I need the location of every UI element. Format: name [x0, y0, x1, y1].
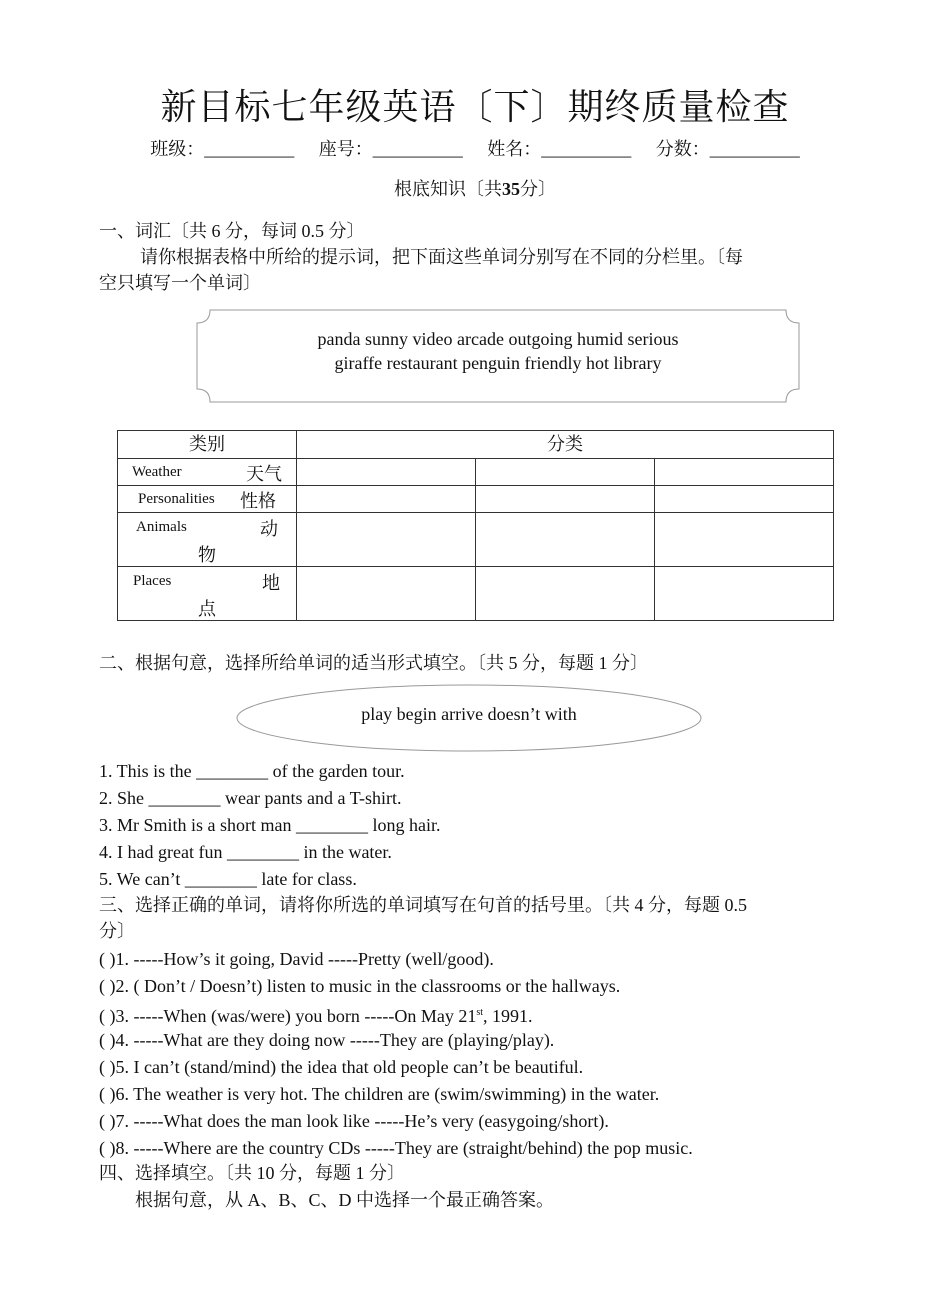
row-personalities-en: Personalities [138, 491, 215, 507]
info-class-label: 班级： [150, 139, 205, 159]
row-places-en: Places [133, 573, 172, 589]
choice-sup: st [476, 1007, 484, 1018]
section1-heading: 一、词汇〔共 6 分，每词 0.5 分〕 [99, 221, 365, 241]
table-row [118, 459, 834, 486]
word-bank-line-1: panda sunny video arcade outgoing humid serious [317, 329, 679, 349]
choice-item-2 [99, 973, 620, 999]
choice-item-3 [99, 1000, 533, 1029]
section3-heading-2: 分〕 [99, 921, 135, 941]
choice-text: 8. -----Where are the country CDs -----They are (straight/behind) the pop music. [115, 1138, 693, 1158]
table-row [118, 567, 834, 621]
answer-paren[interactable]: ( ) [99, 1057, 116, 1077]
answer-paren[interactable]: ( ) [99, 1111, 116, 1131]
row-animals-cn1: 动 [260, 519, 278, 539]
word-bank-line-2: giraffe restaurant penguin friendly hot library [334, 353, 662, 373]
answer-cell[interactable] [476, 513, 655, 567]
section2-heading: 二、根据句意，选择所给单词的适当形式填空。〔共 5 分，每题 1 分〕 [99, 653, 648, 673]
fill-item-3: 3. Mr Smith is a short man ________ long hair. [99, 815, 441, 835]
answer-cell[interactable] [655, 567, 834, 621]
word-bank-box [196, 309, 800, 403]
choice-text: 3. -----When (was/were) you born -----On May 21 [115, 1006, 477, 1026]
choice-item-5 [99, 1054, 583, 1080]
ellipse-words: play begin arrive doesn’t with [361, 704, 577, 724]
answer-paren[interactable]: ( ) [99, 1084, 116, 1104]
row-weather-cn: 天气 [246, 464, 282, 484]
section1-instruction-1: 请你根据表格中所给的提示词，把下面这些单词分别写在不同的分栏里。〔每 [140, 247, 743, 267]
row-animals-en: Animals [136, 519, 187, 535]
answer-paren[interactable]: ( ) [99, 949, 116, 969]
fill-item-4: 4. I had great fun ________ in the water. [99, 842, 392, 862]
info-seat-label: 座号： [318, 139, 373, 159]
choice-text: 4. -----What are they doing now -----They are (playing/play). [115, 1030, 555, 1050]
header-classification: 分类 [297, 431, 834, 459]
row-animals-cn2: 物 [198, 545, 216, 565]
answer-cell[interactable] [476, 459, 655, 486]
student-info-line [0, 136, 950, 162]
page-title: 新目标七年级英语〔下〕期终质量检查 [160, 87, 790, 127]
answer-cell[interactable] [297, 486, 476, 513]
info-seat-blank: __________ [372, 139, 463, 159]
choice-text: 2. ( Don’t / Doesn’t) listen to music in the classrooms or the hallways. [115, 976, 621, 996]
table-header-row [118, 431, 834, 459]
category-table [117, 430, 834, 621]
info-score-label: 分数： [655, 139, 710, 159]
row-places-cn1: 地 [262, 573, 280, 593]
answer-cell[interactable] [655, 459, 834, 486]
answer-cell[interactable] [476, 567, 655, 621]
info-seat [319, 136, 463, 162]
fill-item-1: 1. This is the ________ of the garden tour. [99, 761, 405, 781]
answer-cell[interactable] [297, 513, 476, 567]
choice-text: 7. -----What does the man look like -----He’s very (easygoing/short). [115, 1111, 609, 1131]
choice-item-1 [99, 946, 494, 972]
choice-item-8 [99, 1135, 693, 1161]
answer-paren[interactable]: ( ) [99, 1030, 116, 1050]
choice-text: 5. I can’t (stand/mind) the idea that old people can’t be beautiful. [115, 1057, 584, 1077]
info-name [487, 136, 631, 162]
choice-item-7 [99, 1108, 609, 1134]
info-score [656, 136, 800, 162]
section4-heading: 四、选择填空。〔共 10 分，每题 1 分〕 [99, 1163, 405, 1183]
info-class [150, 136, 294, 162]
row-places-cn2: 点 [198, 599, 216, 619]
row-label-personalities [118, 486, 297, 513]
answer-paren[interactable]: ( ) [99, 1006, 116, 1026]
word-bank-ellipse [236, 684, 702, 752]
basic-post: 分〕 [520, 179, 556, 199]
basic-score: 35 [502, 179, 520, 199]
choice-text: 1. -----How’s it going, David -----Pretty (well/good). [115, 949, 494, 969]
fill-item-2: 2. She ________ wear pants and a T-shirt. [99, 788, 402, 808]
answer-cell[interactable] [655, 513, 834, 567]
header-category: 类别 [118, 431, 297, 459]
info-class-blank: __________ [204, 139, 295, 159]
answer-cell[interactable] [476, 486, 655, 513]
section3-heading-1: 三、选择正确的单词，请将你所选的单词填写在句首的括号里。〔共 4 分，每题 0.5 [99, 895, 747, 915]
basic-knowledge-heading [0, 176, 950, 202]
word-bank-words [196, 327, 800, 375]
row-label-places [118, 567, 297, 621]
row-label-weather [118, 459, 297, 486]
answer-cell[interactable] [655, 486, 834, 513]
answer-cell[interactable] [297, 459, 476, 486]
choice-text: 6. The weather is very hot. The children are (swim/swimming) in the water. [115, 1084, 660, 1104]
choice-text-post: , 1991. [483, 1006, 533, 1026]
row-weather-en: Weather [132, 464, 182, 480]
info-score-blank: __________ [709, 139, 800, 159]
section1-instruction-2: 空只填写一个单词〕 [99, 273, 261, 293]
basic-pre: 根底知识〔共 [394, 179, 502, 199]
table-row [118, 513, 834, 567]
answer-cell[interactable] [297, 567, 476, 621]
answer-paren[interactable]: ( ) [99, 976, 116, 996]
info-name-label: 姓名： [487, 139, 542, 159]
info-name-blank: __________ [541, 139, 632, 159]
table-row [118, 486, 834, 513]
row-personalities-cn: 性格 [240, 491, 276, 511]
choice-item-6 [99, 1081, 659, 1107]
fill-item-5: 5. We can’t ________ late for class. [99, 869, 357, 889]
answer-paren[interactable]: ( ) [99, 1138, 116, 1158]
section4-instruction: 根据句意，从 A、B、C、D 中选择一个最正确答案。 [135, 1190, 555, 1210]
choice-item-4 [99, 1027, 554, 1053]
row-label-animals [118, 513, 297, 567]
